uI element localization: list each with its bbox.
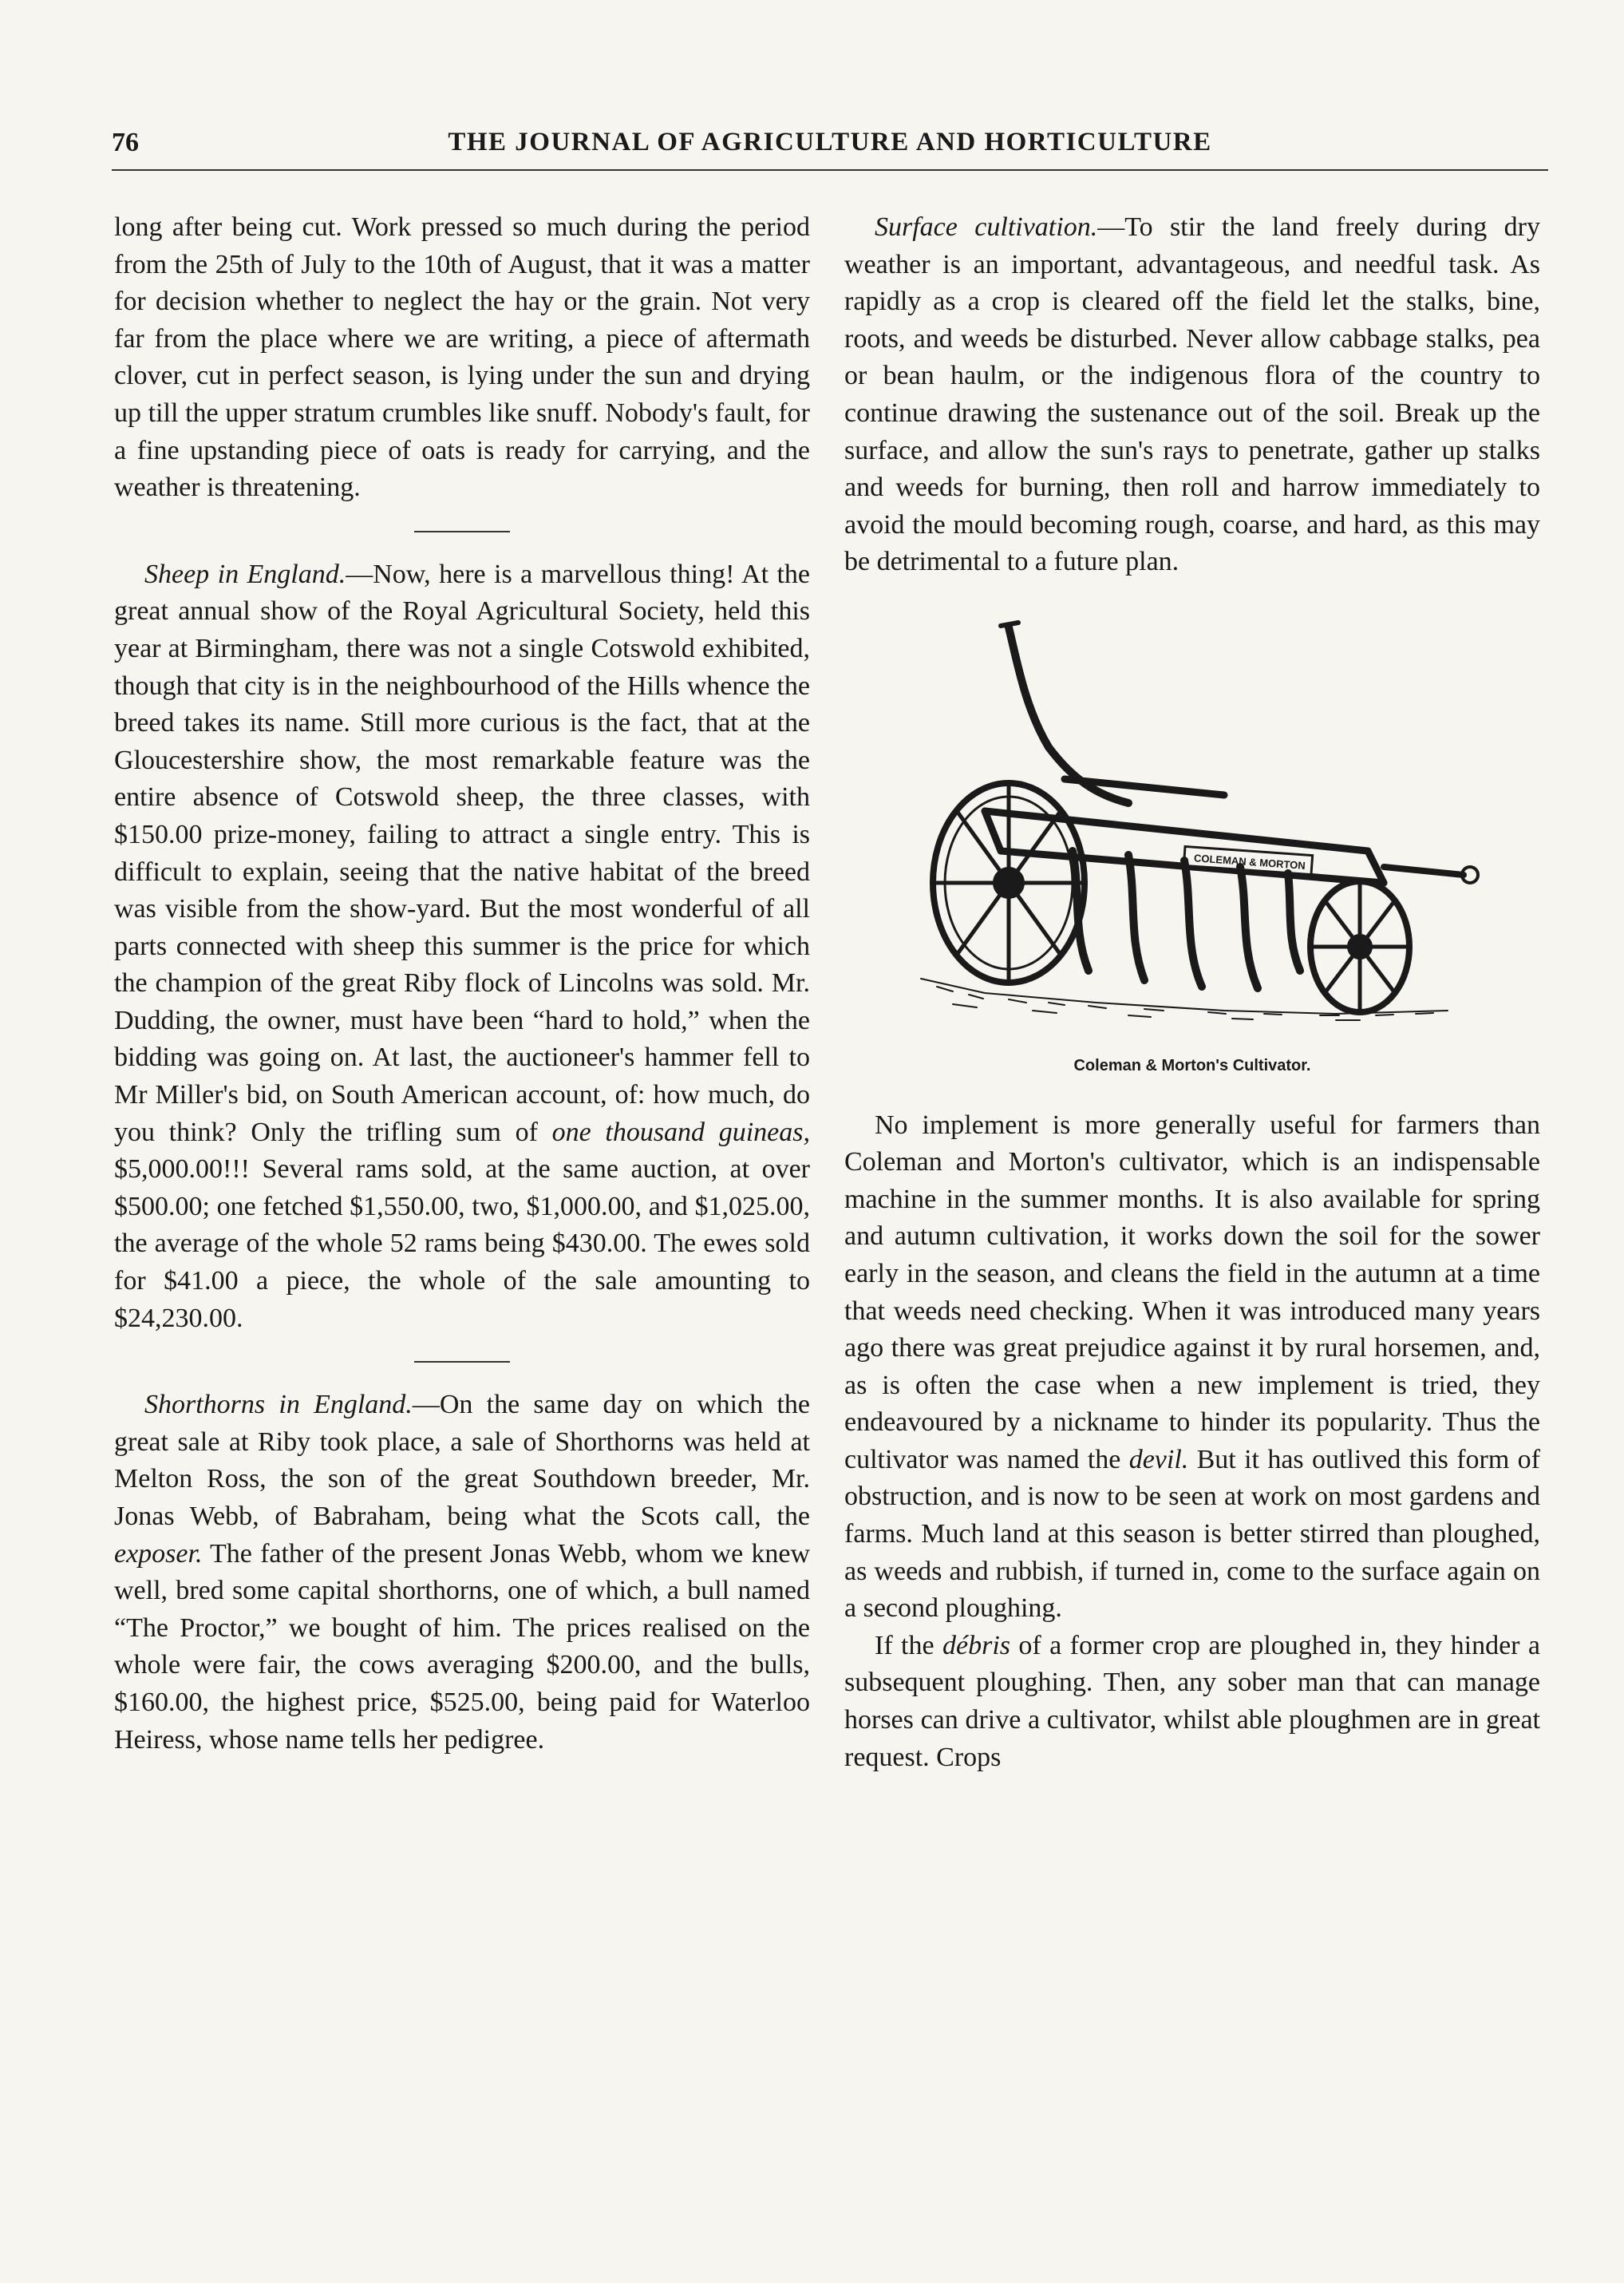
- debris-italic-word: débris: [942, 1630, 1011, 1660]
- right-wheel: [1310, 881, 1409, 1012]
- paragraph-debris: [844, 1628, 1540, 1776]
- header-rule: [112, 169, 1548, 171]
- right-column: [844, 209, 1540, 1776]
- sheep-text: —Now, here is a marvellous thing! At the great annual show of the Royal Agricultural Society, held this year at Birmingham, there was not a single Cotswold exhibited, though that city is in the neighbourhood of the Hills whence the breed takes its name. Still more curious is the fact, that at the Gloucestershire show, the most remarkable feature was the entire absence of Cotswold sheep, the three classes, with $150.00 prize-money, failing to attract a single entry. This is difficult to explain, seeing that the native habitat of the breed was visible from the show-yard. But the most wonderful of all parts connected with sheep this summer is the price for which the champion of the great Riby flock of Lincolns was sold. Mr. Dudding, the owner, must have been “hard to hold,” when the bidding was going on. At last, the auctioneer's hammer fell to Mr Miller's bid, on South American account, of: how much, do you think? Only the trifling sum of: [114, 559, 811, 1147]
- paragraph-shorthorns-in-england: [114, 1387, 810, 1759]
- debris-text-end: of a former crop are ploughed in, they hinder a subsequent ploughing. Then, any sober man that can manage horses can drive a cultivator, whilst able ploughmen are in great request. Crops: [844, 1630, 1540, 1772]
- paragraph-implement: [844, 1107, 1540, 1628]
- section-heading-sheep: Sheep in England.: [144, 559, 346, 589]
- shorthorns-italic-word: exposer.: [114, 1538, 203, 1569]
- implement-text: No implement is more generally useful for farmers than Coleman and Morton's cultivator, which is an indispensable machine in the summer months. It is also available for spring and autumn cultivation, it works down the soil for the sower early in the season, and cleans the field in the autumn at a time that weeds need checking. When it was introduced many years ago there was great prejudice against it by rural horsemen, and, as is often the case when a new implement is tried, they endeavoured by a nickname to hinder its popularity. Thus the cultivator was named the: [844, 1110, 1540, 1474]
- implement-text-end: But it has outlived this form of obstruction, and is now to be seen at work on most gardens and farms. Much land at this season is better stirred than ploughed, as weeds and rubbish, if turned in, come to the surface again on a second ploughing.: [844, 1444, 1540, 1624]
- surface-text: —To stir the land freely during dry weather is an important, advantageous, and needful task. As rapidly as a crop is cleared off the field let the stalks, bine, roots, and weeds be disturbed. Never allow cabbage stalks, pea or bean haulm, or the indigenous flora of the country to continue drawing the sustenance out of the soil. Break up the surface, and allow the sun's rays to penetrate, gather up stalks and weeds for burning, then roll and harrow immediately to avoid the mould becoming rough, coarse, and hard, as this may be detrimental to a future plan.: [844, 212, 1540, 577]
- left-wheel: [933, 783, 1085, 983]
- debris-text-start: If the: [875, 1630, 943, 1660]
- paragraph-continued: long after being cut. Work pressed so much during the period from the 25th of July to the 10th of August, that it was a matter for decision whether to neglect the hay or the grain. Not very far from the place where we are writing, a piece of aftermath clover, cut in perfect season, is lying under the sun and drying up till the upper stratum crumbles like snuff. Nobody's fault, for a fine upstanding piece of oats is ready for carrying, and the weather is threatening.: [114, 212, 810, 503]
- section-heading-shorthorns: Shorthorns in England.: [144, 1390, 413, 1420]
- section-heading-surface: Surface cultivation.: [875, 212, 1098, 242]
- figure-caption: Coleman & Morton's Cultivator.: [1073, 1056, 1311, 1074]
- shorthorns-text: —On the same day on which the great sale at Riby took place, a sale of Shorthorns was held at Melton Ross, the son of the great Southdown breeder, Mr. Jonas Webb, of Babraham, being what the Scots call, the: [114, 1390, 810, 1531]
- paragraph-sheep-in-england: [114, 556, 810, 1337]
- devil-italic-word: devil.: [1128, 1444, 1189, 1474]
- page-header: [112, 128, 1548, 168]
- page-number: 76: [112, 128, 139, 157]
- cultivator-engraving: [889, 611, 1496, 1043]
- paragraph-surface-cultivation: [844, 209, 1540, 581]
- left-column: [114, 209, 810, 1759]
- shorthorns-text-end: The father of the present Jonas Webb, whom we knew well, bred some capital shorthorns, one of which, a bull named “The Proctor,” we bought of him. The prices realised on the whole were fair, the cows averaging $200.00, and the bulls, $160.00, the highest price, $525.00, being paid for Waterloo Heiress, whose name tells her pedigree.: [114, 1538, 810, 1755]
- running-title: THE JOURNAL OF AGRICULTURE AND HORTICULTURE: [448, 128, 1212, 156]
- sheep-text-end: $5,000.00!!! Several rams sold, at the same auction, at over $500.00; one fetched $1,550.00, two, $1,000.00, and $1,025.00, the average of the whole 52 rams being $430.00. The ewes sold for $41.00 a piece, the whole of the sale amounting to $24,230.00.: [114, 1154, 810, 1333]
- cultivator-figure: [844, 611, 1540, 1085]
- section-divider: [414, 531, 510, 532]
- section-divider: [414, 1361, 510, 1363]
- machine-nameplate: COLEMAN & MORTON: [1193, 852, 1306, 872]
- sheep-italic-phrase: one thousand guineas,: [551, 1117, 810, 1147]
